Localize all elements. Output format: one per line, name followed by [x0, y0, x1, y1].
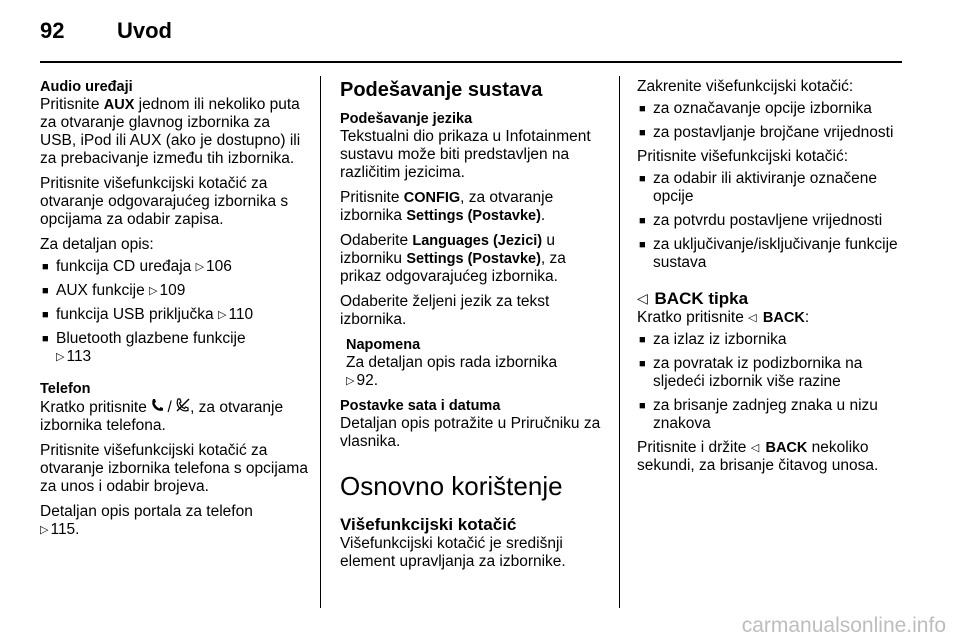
phone-mute-icon [176, 398, 190, 417]
back-title [637, 288, 905, 309]
phone-paragraph-3 [40, 503, 308, 539]
ref-page[interactable]: 110 [228, 306, 254, 323]
ref-arrow-icon: ▷ [40, 524, 49, 536]
text: , za otvaranje izbornika telefona. [40, 399, 284, 434]
text: Pritisnite [340, 189, 404, 206]
ref-page[interactable]: 106 [206, 258, 232, 275]
text: u izborniku [340, 232, 556, 267]
list-item: ■ za odabir ili aktiviranje označene opcije [637, 170, 905, 206]
language-paragraph-4: Odaberite željeni jezik za tekst izbornika. [340, 293, 550, 328]
back-list [637, 331, 905, 433]
language-title: Podešavanje jezika [340, 111, 473, 127]
basic-operation-title: Osnovno korištenje [340, 471, 563, 501]
text: jednom ili nekoliko puta za otvaranje glavnog izbornika za USB, iPod ili AUX (ako je dostupno) ili za prebacivanje između tih izbornika. [40, 96, 301, 167]
time-paragraph: Detaljan opis potražite u Priručniku za vlasnika. [340, 415, 601, 450]
middle-column [340, 78, 608, 578]
ref-page[interactable]: 115. [50, 521, 80, 538]
language-paragraph-2 [340, 189, 608, 225]
ref-text: funkcija CD uređaja [56, 258, 192, 275]
system-settings-title: Podešavanje sustava [340, 79, 543, 101]
back-key: BACK [765, 440, 808, 456]
time-title: Postavke sata i datuma [340, 398, 501, 414]
text: Kratko pritisnite [40, 399, 152, 416]
ref-page[interactable]: 109 [159, 282, 186, 299]
turn-list [637, 100, 905, 142]
text: . [540, 207, 546, 224]
ref-arrow-icon: ▷ [149, 285, 158, 297]
list-item: ■ za postavljanje brojčane vrijednosti [637, 124, 905, 142]
chapter-title: Uvod [117, 18, 172, 43]
hold-paragraph [637, 439, 905, 475]
text: Za detaljan opis rada izbornika [346, 354, 558, 371]
ref-text: Bluetooth glazbene funkcije [56, 330, 246, 347]
ref-arrow-icon: ▷ [56, 351, 65, 363]
ref-text: funkcija USB priključka [56, 306, 214, 323]
watermark: carmanualsonline.info [741, 614, 946, 637]
list-item: ■ za povratak iz podizbornika na sljedeći izbornik više razine [637, 355, 905, 391]
text: , za otvaranje izbornika [340, 189, 554, 224]
header-rule [40, 61, 902, 63]
audio-paragraph-1 [40, 96, 308, 168]
phone-title: Telefon [40, 381, 91, 397]
list-item: ■ za uključivanje/isključivanje funkcije sustava [637, 236, 905, 272]
ref-arrow-icon: ▷ [346, 375, 355, 387]
ref-arrow-icon: ▷ [217, 309, 227, 321]
phone-paragraph-1 [40, 398, 308, 435]
back-icon: ◁ [637, 290, 648, 306]
press-intro: Pritisnite višefunkcijski kotačić: [637, 148, 849, 165]
knob-paragraph: Višefunkcijski kotačić je središnji element upravljanja za izbornike. [340, 535, 566, 570]
ref-arrow-icon: ▷ [195, 261, 205, 273]
page-number: 92 [40, 18, 65, 43]
right-column [637, 78, 905, 482]
list-item [40, 330, 308, 366]
list-item [40, 282, 308, 300]
list-item: ■ za izlaz iz izbornika [637, 331, 905, 349]
phone-icon [151, 398, 163, 417]
list-item [40, 258, 308, 276]
knob-title: Višefunkcijski kotačić [340, 515, 517, 534]
text: BACK tipka [654, 289, 749, 308]
language-paragraph-3 [340, 232, 608, 286]
settings-menu: Settings (Postavke) [406, 208, 541, 224]
ref-text: AUX funkcije [56, 282, 145, 299]
turn-intro: Zakrenite višefunkcijski kotačić: [637, 78, 854, 95]
settings-menu: Settings (Postavke) [406, 251, 541, 267]
column-divider-2 [619, 76, 620, 608]
list-item: ■ za potvrdu postavljene vrijednosti [637, 212, 905, 230]
text: , za prikaz odgovarajućeg izbornika. [340, 250, 566, 285]
ref-page[interactable]: 92. [356, 372, 379, 389]
text: Kratko pritisnite [637, 309, 749, 326]
aux-key: AUX [103, 97, 135, 113]
config-key: CONFIG [403, 190, 461, 206]
languages-item: Languages (Jezici) [412, 233, 543, 249]
audio-paragraph-3: Za detaljan opis: [40, 236, 154, 253]
back-key: BACK [762, 310, 805, 326]
list-item [40, 306, 308, 324]
phone-paragraph-2: Pritisnite višefunkcijski kotačić za otvaranje izbornika telefona s opcijama za unos i odabir brojeva. [40, 442, 308, 495]
text: Odaberite [340, 232, 413, 249]
language-paragraph-1: Tekstualni dio prikaza u Infotainment sustavu može biti predstavljen na različitim jezicima. [340, 128, 591, 181]
text: Detaljan opis portala za telefon [40, 503, 253, 520]
back-icon: ◁ [748, 312, 757, 324]
list-item: ■ za označavanje opcije izbornika [637, 100, 905, 118]
audio-title: Audio uređaji [40, 79, 133, 95]
text: Pritisnite [40, 96, 104, 113]
left-column [40, 78, 308, 546]
ref-page[interactable]: 113 [66, 348, 92, 365]
list-item: ■ za brisanje zadnjeg znaka u nizu znakova [637, 397, 905, 433]
text: nekoliko sekundi, za brisanje čitavog unosa. [637, 439, 879, 474]
back-intro [637, 309, 905, 327]
note-box [340, 336, 608, 390]
text: Pritisnite i držite [637, 439, 751, 456]
note-text [346, 354, 608, 390]
audio-paragraph-2: Pritisnite višefunkcijski kotačić za otvaranje odgovarajućeg izbornika s opcijama za odabir zapisa. [40, 175, 289, 228]
column-divider-1 [320, 76, 321, 608]
text: : [804, 309, 810, 326]
text: / [163, 399, 177, 416]
press-list [637, 170, 905, 272]
back-icon: ◁ [750, 442, 760, 454]
note-title: Napomena [346, 337, 421, 353]
reference-list [40, 258, 308, 366]
